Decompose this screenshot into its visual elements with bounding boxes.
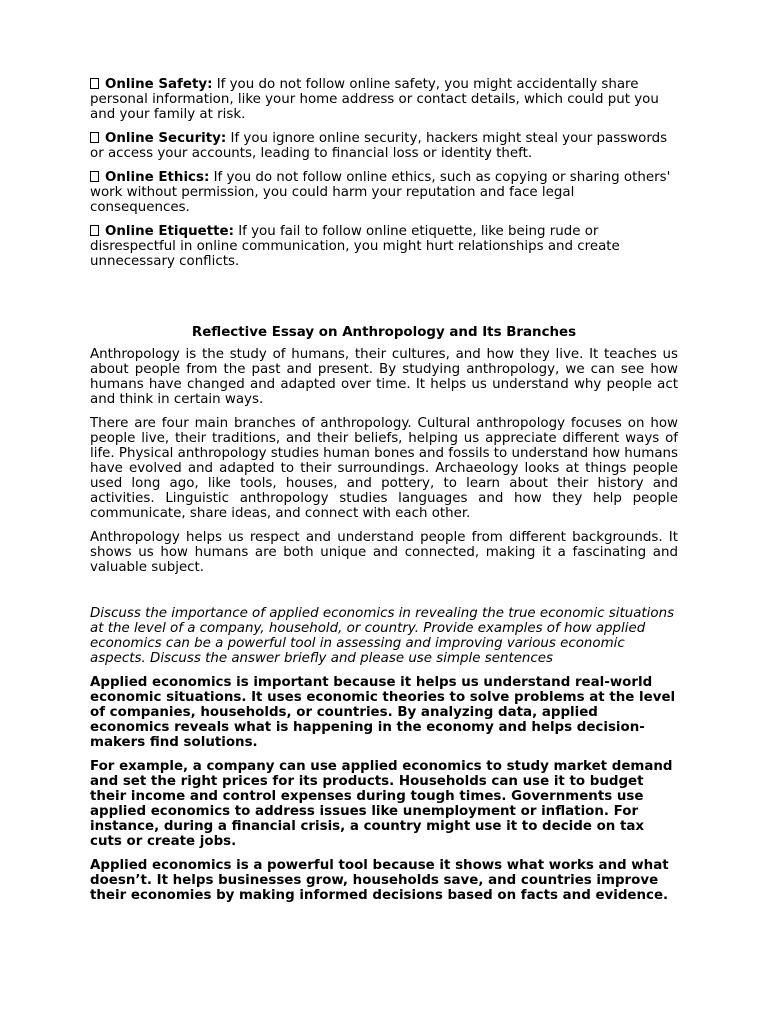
economics-prompt: Discuss the importance of applied economics in revealing the true economic situations at the level of a company, household, or country. Provide examples of how applied economics can be a powerful tool in assessing and improving various economic aspects. Discuss the answer briefly and please use simple sentences (90, 606, 675, 666)
essay-paragraph-2: There are four main branches of anthropology. Cultural anthropology focuses on how people live, their traditions, and their beliefs, helping us appreciate different ways of life. Physical anthropology studies human bones and fossils to understand how humans have evolved and adapted to their surroundings. Archaeology looks at things people used long ago, like tools, houses, and pottery, to learn about their history and activities. Linguistic anthropology studies languages and how they help people communicate, share ideas, and connect with each other. (90, 416, 678, 521)
list-item-online-ethics (90, 170, 678, 215)
missing-glyph-icon (90, 171, 99, 182)
list-item-term: Online Ethics: (105, 170, 210, 185)
list-item-online-safety (90, 77, 678, 122)
essay-paragraph-3: Anthropology helps us respect and understand people from different backgrounds. It shows us how humans are both unique and connected, making it a fascinating and valuable subject. (90, 530, 678, 575)
list-item-term: Online Etiquette: (105, 224, 234, 239)
essay-paragraph-1: Anthropology is the study of humans, their cultures, and how they live. It teaches us about people from the past and present. By studying anthropology, we can see how humans have changed and adapted over time. It helps us understand why people act and think in certain ways. (90, 347, 678, 407)
list-item-online-etiquette (90, 224, 678, 269)
document-page (90, 77, 678, 912)
list-item-online-security (90, 131, 678, 161)
list-item-term: Online Security: (105, 131, 227, 146)
section-spacer (90, 278, 678, 325)
list-item-text: If you ignore online security, hackers might steal your passwords or access your accounts, leading to financial loss or identity theft. (90, 131, 668, 161)
missing-glyph-icon (90, 225, 99, 236)
list-item-text: If you fail to follow online etiquette, like being rude or disrespectful in online communication, you might hurt relationships and create unnecessary conflicts. (90, 224, 620, 269)
missing-glyph-icon (90, 78, 99, 89)
missing-glyph-icon (90, 132, 99, 143)
list-item-term: Online Safety: (105, 77, 213, 92)
section-spacer (90, 584, 678, 606)
list-item-text: If you do not follow online safety, you might accidentally share personal information, like your home address or contact details, which could put you and your family at risk. (90, 77, 659, 122)
economics-answer-2: For example, a company can use applied economics to study market demand and set the right prices for its products. Households can use it to budget their income and control expenses during tough times. Governments use applied economics to address issues like unemployment or inflation. For instance, during a financial crisis, a country might use it to decide on tax cuts or create jobs. (90, 759, 673, 849)
essay-title: Reflective Essay on Anthropology and Its Branches (191, 325, 577, 340)
list-item-text: If you do not follow online ethics, such as copying or sharing others' work without permission, you could harm your reputation and face legal consequences. (90, 170, 671, 215)
economics-answer-3: Applied economics is a powerful tool because it shows what works and what doesn’t. It helps businesses grow, households save, and countries improve their economies by making informed decisions based on facts and evidence. (90, 858, 669, 903)
economics-answer-1: Applied economics is important because it helps us understand real-world economic situations. It uses economic theories to solve problems at the level of companies, households, or countries. By analyzing data, applied economics reveals what is happening in the economy and helps decision-makers find solutions. (90, 675, 676, 750)
